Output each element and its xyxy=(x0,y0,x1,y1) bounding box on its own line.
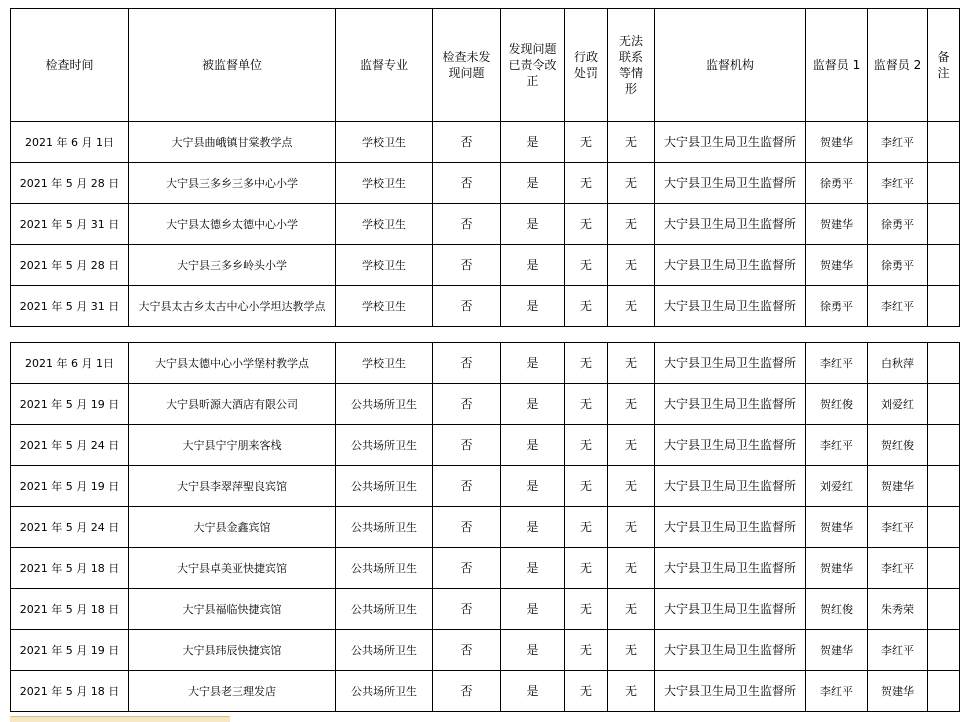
cell-inspector1: 贺建华 xyxy=(806,245,868,286)
cell-penalty: 无 xyxy=(565,507,608,548)
cell-specialty: 公共场所卫生 xyxy=(336,507,433,548)
cell-no-issue: 否 xyxy=(433,548,501,589)
cell-specialty: 学校卫生 xyxy=(336,245,433,286)
cell-unit: 大宁县太德乡太德中心小学 xyxy=(129,204,336,245)
cell-date: 2021 年 5 月 24 日 xyxy=(11,507,129,548)
cell-unreachable: 无 xyxy=(608,425,655,466)
cell-agency: 大宁县卫生局卫生监督所 xyxy=(655,122,806,163)
cell-unit: 大宁县三多乡三多中心小学 xyxy=(129,163,336,204)
cell-inspector1: 贺建华 xyxy=(806,204,868,245)
cell-remark xyxy=(928,163,960,204)
header-agency: 监督机构 xyxy=(655,9,806,122)
table-row xyxy=(11,122,960,163)
cell-specialty: 公共场所卫生 xyxy=(336,630,433,671)
cell-no-issue: 否 xyxy=(433,163,501,204)
cell-unit: 大宁县宁宁朋来客栈 xyxy=(129,425,336,466)
cell-date: 2021 年 5 月 18 日 xyxy=(11,548,129,589)
table-row xyxy=(11,384,960,425)
cell-date: 2021 年 5 月 18 日 xyxy=(11,589,129,630)
cell-date: 2021 年 6 月 1日 xyxy=(11,343,129,384)
cell-agency: 大宁县卫生局卫生监督所 xyxy=(655,425,806,466)
cell-unit: 大宁县太古乡太古中心小学坦达教学点 xyxy=(129,286,336,327)
table-row xyxy=(11,204,960,245)
cell-inspector1: 徐勇平 xyxy=(806,163,868,204)
cell-date: 2021 年 5 月 28 日 xyxy=(11,163,129,204)
cell-unreachable: 无 xyxy=(608,384,655,425)
cell-ordered-fix: 是 xyxy=(501,589,565,630)
cell-inspector1: 徐勇平 xyxy=(806,286,868,327)
cell-specialty: 公共场所卫生 xyxy=(336,548,433,589)
cell-agency: 大宁县卫生局卫生监督所 xyxy=(655,671,806,712)
cell-ordered-fix: 是 xyxy=(501,425,565,466)
table-row xyxy=(11,466,960,507)
cell-penalty: 无 xyxy=(565,671,608,712)
sheet-tab-strip[interactable] xyxy=(10,716,230,722)
cell-unreachable: 无 xyxy=(608,630,655,671)
cell-unit: 大宁县三多乡岭头小学 xyxy=(129,245,336,286)
cell-date: 2021 年 5 月 18 日 xyxy=(11,671,129,712)
table-row xyxy=(11,671,960,712)
cell-inspector2: 李红平 xyxy=(868,548,928,589)
cell-inspector1: 贺建华 xyxy=(806,630,868,671)
cell-no-issue: 否 xyxy=(433,384,501,425)
cell-specialty: 公共场所卫生 xyxy=(336,466,433,507)
cell-specialty: 公共场所卫生 xyxy=(336,384,433,425)
cell-inspector1: 李红平 xyxy=(806,343,868,384)
cell-remark xyxy=(928,343,960,384)
cell-unreachable: 无 xyxy=(608,204,655,245)
cell-ordered-fix: 是 xyxy=(501,507,565,548)
cell-no-issue: 否 xyxy=(433,286,501,327)
cell-penalty: 无 xyxy=(565,122,608,163)
cell-unit: 大宁县老三理发店 xyxy=(129,671,336,712)
cell-remark xyxy=(928,466,960,507)
cell-unreachable: 无 xyxy=(608,548,655,589)
cell-inspector1: 刘爱红 xyxy=(806,466,868,507)
cell-specialty: 公共场所卫生 xyxy=(336,425,433,466)
cell-unreachable: 无 xyxy=(608,163,655,204)
cell-inspector2: 李红平 xyxy=(868,163,928,204)
cell-ordered-fix: 是 xyxy=(501,384,565,425)
cell-penalty: 无 xyxy=(565,548,608,589)
cell-no-issue: 否 xyxy=(433,245,501,286)
header-penalty: 行政处罚 xyxy=(565,9,608,122)
cell-no-issue: 否 xyxy=(433,589,501,630)
cell-penalty: 无 xyxy=(565,163,608,204)
cell-no-issue: 否 xyxy=(433,507,501,548)
cell-date: 2021 年 5 月 19 日 xyxy=(11,630,129,671)
cell-ordered-fix: 是 xyxy=(501,245,565,286)
cell-ordered-fix: 是 xyxy=(501,122,565,163)
cell-agency: 大宁县卫生局卫生监督所 xyxy=(655,163,806,204)
header-no-issue: 检查未发现问题 xyxy=(433,9,501,122)
cell-inspector2: 贺建华 xyxy=(868,466,928,507)
header-inspector2: 监督员 2 xyxy=(868,9,928,122)
table-row xyxy=(11,425,960,466)
cell-specialty: 学校卫生 xyxy=(336,122,433,163)
cell-ordered-fix: 是 xyxy=(501,671,565,712)
table-row xyxy=(11,507,960,548)
cell-penalty: 无 xyxy=(565,286,608,327)
cell-ordered-fix: 是 xyxy=(501,163,565,204)
cell-no-issue: 否 xyxy=(433,343,501,384)
table-row xyxy=(11,630,960,671)
cell-specialty: 学校卫生 xyxy=(336,286,433,327)
cell-agency: 大宁县卫生局卫生监督所 xyxy=(655,204,806,245)
cell-date: 2021 年 6 月 1日 xyxy=(11,122,129,163)
cell-inspector2: 李红平 xyxy=(868,122,928,163)
cell-inspector2: 李红平 xyxy=(868,286,928,327)
cell-remark xyxy=(928,671,960,712)
cell-date: 2021 年 5 月 19 日 xyxy=(11,466,129,507)
cell-inspector2: 白秋萍 xyxy=(868,343,928,384)
cell-date: 2021 年 5 月 31 日 xyxy=(11,204,129,245)
cell-agency: 大宁县卫生局卫生监督所 xyxy=(655,630,806,671)
cell-no-issue: 否 xyxy=(433,630,501,671)
cell-remark xyxy=(928,384,960,425)
cell-remark xyxy=(928,122,960,163)
table-row xyxy=(11,343,960,384)
cell-unreachable: 无 xyxy=(608,245,655,286)
cell-inspector1: 李红平 xyxy=(806,425,868,466)
header-row xyxy=(11,9,960,122)
cell-penalty: 无 xyxy=(565,466,608,507)
cell-no-issue: 否 xyxy=(433,466,501,507)
cell-unit: 大宁县太德中心小学堡村教学点 xyxy=(129,343,336,384)
table-row xyxy=(11,589,960,630)
cell-agency: 大宁县卫生局卫生监督所 xyxy=(655,507,806,548)
table-row xyxy=(11,163,960,204)
cell-penalty: 无 xyxy=(565,589,608,630)
table-row xyxy=(11,286,960,327)
cell-inspector2: 贺红俊 xyxy=(868,425,928,466)
header-date: 检查时间 xyxy=(11,9,129,122)
cell-no-issue: 否 xyxy=(433,425,501,466)
cell-inspector1: 贺建华 xyxy=(806,548,868,589)
cell-penalty: 无 xyxy=(565,384,608,425)
cell-specialty: 公共场所卫生 xyxy=(336,589,433,630)
cell-agency: 大宁县卫生局卫生监督所 xyxy=(655,343,806,384)
cell-ordered-fix: 是 xyxy=(501,286,565,327)
header-remark: 备注 xyxy=(928,9,960,122)
cell-penalty: 无 xyxy=(565,204,608,245)
cell-no-issue: 否 xyxy=(433,671,501,712)
cell-ordered-fix: 是 xyxy=(501,343,565,384)
cell-date: 2021 年 5 月 28 日 xyxy=(11,245,129,286)
cell-agency: 大宁县卫生局卫生监督所 xyxy=(655,466,806,507)
cell-specialty: 学校卫生 xyxy=(336,163,433,204)
cell-unreachable: 无 xyxy=(608,507,655,548)
cell-no-issue: 否 xyxy=(433,204,501,245)
cell-ordered-fix: 是 xyxy=(501,204,565,245)
cell-penalty: 无 xyxy=(565,245,608,286)
header-inspector1: 监督员 1 xyxy=(806,9,868,122)
cell-inspector1: 贺建华 xyxy=(806,507,868,548)
cell-unit: 大宁县金鑫宾馆 xyxy=(129,507,336,548)
cell-remark xyxy=(928,589,960,630)
cell-unreachable: 无 xyxy=(608,466,655,507)
cell-inspector1: 贺红俊 xyxy=(806,384,868,425)
cell-inspector2: 李红平 xyxy=(868,507,928,548)
cell-ordered-fix: 是 xyxy=(501,630,565,671)
cell-remark xyxy=(928,548,960,589)
cell-remark xyxy=(928,630,960,671)
inspection-table-bottom xyxy=(10,342,960,712)
cell-unreachable: 无 xyxy=(608,286,655,327)
header-unreachable: 无法联系等情形 xyxy=(608,9,655,122)
cell-unreachable: 无 xyxy=(608,122,655,163)
cell-inspector2: 刘爱红 xyxy=(868,384,928,425)
cell-penalty: 无 xyxy=(565,630,608,671)
cell-remark xyxy=(928,286,960,327)
cell-unit: 大宁县昕源大酒店有限公司 xyxy=(129,384,336,425)
cell-agency: 大宁县卫生局卫生监督所 xyxy=(655,286,806,327)
cell-specialty: 公共场所卫生 xyxy=(336,671,433,712)
cell-remark xyxy=(928,245,960,286)
cell-inspector2: 贺建华 xyxy=(868,671,928,712)
cell-ordered-fix: 是 xyxy=(501,466,565,507)
cell-date: 2021 年 5 月 19 日 xyxy=(11,384,129,425)
cell-unit: 大宁县曲峨镇甘棠教学点 xyxy=(129,122,336,163)
cell-ordered-fix: 是 xyxy=(501,548,565,589)
header-ordered-fix: 发现问题已责令改正 xyxy=(501,9,565,122)
cell-date: 2021 年 5 月 31 日 xyxy=(11,286,129,327)
cell-inspector2: 李红平 xyxy=(868,630,928,671)
cell-unit: 大宁县李翠萍聖良宾馆 xyxy=(129,466,336,507)
cell-agency: 大宁县卫生局卫生监督所 xyxy=(655,384,806,425)
cell-agency: 大宁县卫生局卫生监督所 xyxy=(655,245,806,286)
cell-unreachable: 无 xyxy=(608,671,655,712)
cell-inspector1: 李红平 xyxy=(806,671,868,712)
cell-remark xyxy=(928,425,960,466)
cell-remark xyxy=(928,204,960,245)
cell-no-issue: 否 xyxy=(433,122,501,163)
cell-unreachable: 无 xyxy=(608,589,655,630)
cell-unreachable: 无 xyxy=(608,343,655,384)
cell-agency: 大宁县卫生局卫生监督所 xyxy=(655,548,806,589)
table-row xyxy=(11,548,960,589)
cell-unit: 大宁县卓美亚快捷宾馆 xyxy=(129,548,336,589)
header-specialty: 监督专业 xyxy=(336,9,433,122)
cell-unit: 大宁县玮辰快捷宾馆 xyxy=(129,630,336,671)
cell-remark xyxy=(928,507,960,548)
cell-inspector1: 贺建华 xyxy=(806,122,868,163)
cell-specialty: 学校卫生 xyxy=(336,204,433,245)
cell-inspector2: 朱秀荣 xyxy=(868,589,928,630)
cell-inspector2: 徐勇平 xyxy=(868,245,928,286)
inspection-table-top xyxy=(10,8,960,327)
cell-specialty: 学校卫生 xyxy=(336,343,433,384)
cell-inspector1: 贺红俊 xyxy=(806,589,868,630)
table-row xyxy=(11,245,960,286)
header-unit: 被监督单位 xyxy=(129,9,336,122)
cell-penalty: 无 xyxy=(565,425,608,466)
cell-date: 2021 年 5 月 24 日 xyxy=(11,425,129,466)
cell-unit: 大宁县福临快捷宾馆 xyxy=(129,589,336,630)
cell-penalty: 无 xyxy=(565,343,608,384)
cell-inspector2: 徐勇平 xyxy=(868,204,928,245)
cell-agency: 大宁县卫生局卫生监督所 xyxy=(655,589,806,630)
page-gap xyxy=(0,333,969,342)
